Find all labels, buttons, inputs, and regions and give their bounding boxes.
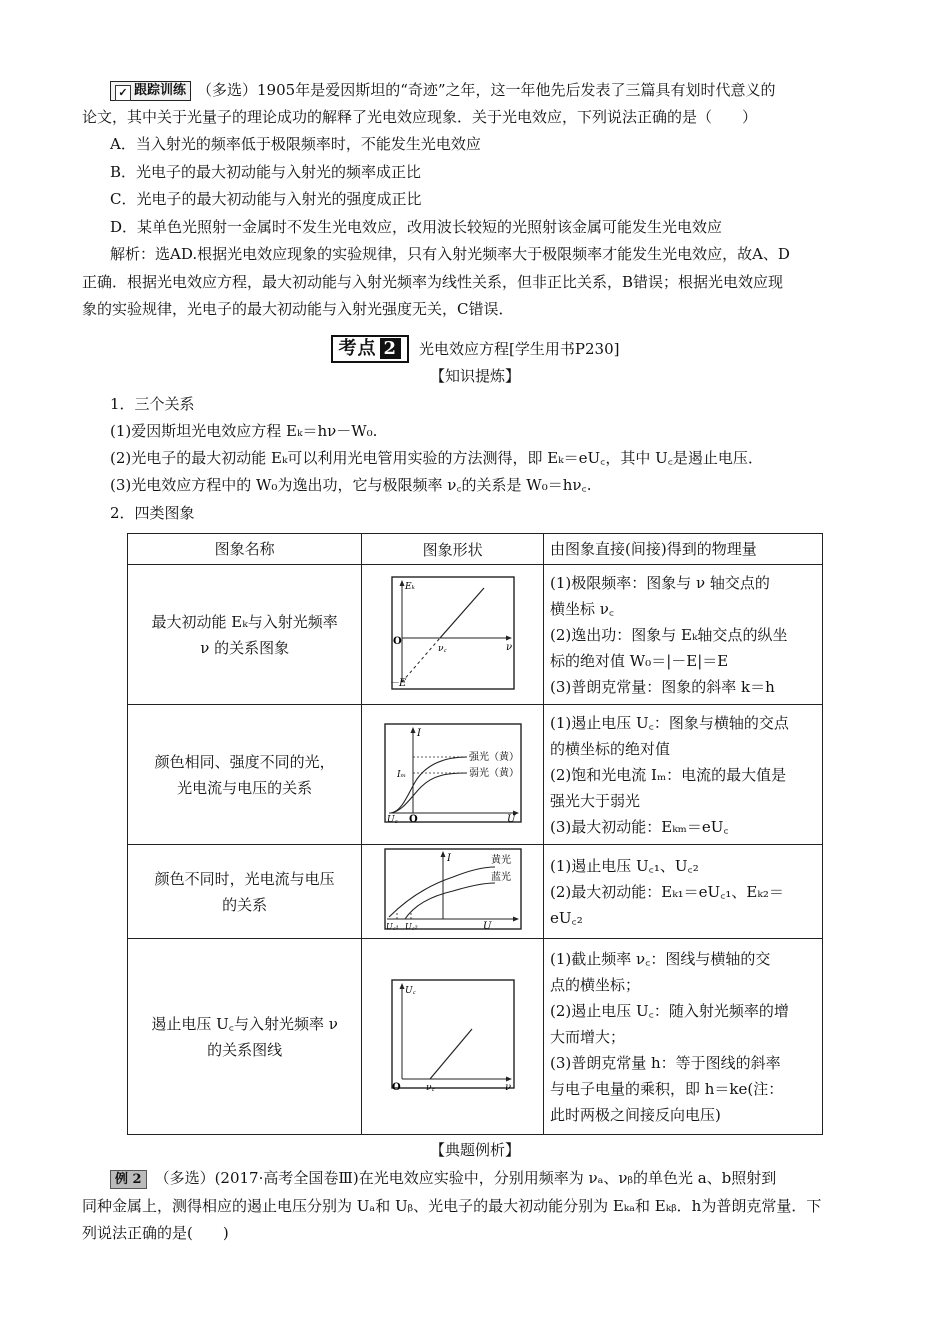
row2-graph xyxy=(362,705,544,845)
svg-text:弱光（黄）: 弱光（黄） xyxy=(468,767,519,779)
example-line-1: 例 2 （多选）(2017·高考全国卷Ⅲ)在光电效应实验中，分别用频率为 νₐ、νᵦ的单色光 a、b照射到 xyxy=(82,1167,776,1189)
row2-name: 颜色相同、强度不同的光， 光电流与电压的关系 xyxy=(128,705,362,845)
current-vs-voltage-color-graph xyxy=(383,847,523,933)
svg-text:－E: －E xyxy=(388,677,406,689)
row3-info: (1)遏止电压 U꜀₁、U꜀₂ (2)最大初动能：Eₖ₁＝eU꜀₁、Eₖ₂＝ eU꜀₂ xyxy=(544,845,823,939)
followup-badge: ✓ 跟踪训练 xyxy=(110,81,191,101)
row2-info: (1)遏止电压 U꜀：图象与横轴的交点 的横坐标的绝对值 (2)饱和光电流 Iₘ：电流的最大值是 强光大于弱光 (3)最大初动能：Eₖₘ＝eU꜀ xyxy=(544,705,823,845)
svg-text:强光（黄）: 强光（黄） xyxy=(468,751,519,763)
followup-line-1: ✓ 跟踪训练 （多选）1905年是爱因斯坦的“奇迹”之年，这一年他先后发表了三篇具有划时代意义的 xyxy=(82,79,776,101)
table-header-row xyxy=(128,534,823,565)
svg-text:U: U xyxy=(506,813,516,825)
svg-text:黄光: 黄光 xyxy=(490,854,511,866)
row3-graph xyxy=(362,845,544,939)
svg-text:O: O xyxy=(408,813,418,825)
section-heading xyxy=(0,335,950,363)
row3-name: 颜色不同时，光电流与电压 的关系 xyxy=(128,845,362,939)
knowledge-heading: 【知识提炼】 xyxy=(429,367,520,385)
check-icon: ✓ xyxy=(115,85,131,101)
current-vs-voltage-intensity-graph xyxy=(383,721,523,825)
relation-2: (2)光电子的最大初动能 Eₖ可以利用光电管用实验的方法测得，即 Eₖ＝eU꜀，其中 U꜀是遏止电压． xyxy=(110,449,763,467)
header-graph-shape: 图象形状 xyxy=(362,534,544,565)
relation-1: (1)爱因斯坦光电效应方程 Eₖ＝hν－W₀. xyxy=(110,422,378,440)
example-badge: 例 2 xyxy=(110,1170,147,1189)
option-c: C．光电子的最大初动能与入射光的强度成正比 xyxy=(110,190,422,208)
option-d: D．某单色光照射一金属时不发生光电效应，改用波长较短的光照射该金属可能发生光电效应 xyxy=(110,218,723,236)
section-badge: 考点 2 xyxy=(331,335,410,363)
item1-title: 1．三个关系 xyxy=(110,395,195,413)
svg-text:Iₘ: Iₘ xyxy=(396,769,406,780)
svg-text:O: O xyxy=(391,1081,401,1093)
table-row xyxy=(128,939,823,1135)
svg-text:ν: ν xyxy=(504,1081,511,1093)
uc-vs-frequency-graph xyxy=(388,977,518,1093)
analysis-line-3: 象的实验规律，光电子的最大初动能与入射光强度无关，C错误． xyxy=(82,300,514,318)
row4-graph xyxy=(362,939,544,1135)
row1-info: (1)极限频率：图象与 ν 轴交点的 横坐标 ν꜀ (2)逸出功：图象与 Eₖ轴交点的纵坐 标的绝对值 W₀＝|－E|＝E (3)普朗克常量：图象的斜率 k＝h xyxy=(544,565,823,705)
option-b: B．光电子的最大初动能与入射光的频率成正比 xyxy=(110,163,422,181)
svg-text:ν꜀: ν꜀ xyxy=(437,643,447,654)
table-row xyxy=(128,565,823,705)
ek-vs-frequency-graph xyxy=(388,574,518,692)
svg-text:蓝光: 蓝光 xyxy=(490,871,511,883)
row4-name: 遏止电压 U꜀与入射光频率 ν 的关系图线 xyxy=(128,939,362,1135)
header-graph-name: 图象名称 xyxy=(128,534,362,565)
svg-text:I: I xyxy=(416,727,421,739)
header-quantities: 由图象直接(间接)得到的物理量 xyxy=(544,534,823,565)
relation-3: (3)光电效应方程中的 W₀为逸出功，它与极限频率 ν꜀的关系是 W₀＝hν꜀. xyxy=(110,476,592,494)
row4-info: (1)截止频率 ν꜀：图线与横轴的交 点的横坐标； (2)遏止电压 U꜀：随入射光频率的增 大而增大； (3)普朗克常量 h：等于图线的斜率 与电子电量的乘积，即 h＝ke(注： 此时两极之间接反向电压) xyxy=(544,939,823,1135)
svg-text:U꜀₂: U꜀₂ xyxy=(404,921,418,931)
svg-text:O: O xyxy=(392,635,402,647)
svg-text:I: I xyxy=(446,852,451,864)
svg-text:U꜀₁: U꜀₁ xyxy=(385,921,399,931)
table-row xyxy=(128,705,823,845)
svg-text:ν꜀: ν꜀ xyxy=(425,1082,435,1093)
example-heading: 【典题例析】 xyxy=(429,1141,520,1159)
example-line-2: 同种金属上，测得相应的遏止电压分别为 Uₐ和 Uᵦ、光电子的最大初动能分别为 Eₖₐ和 Eₖᵦ．h为普朗克常量．下 xyxy=(82,1197,822,1215)
section-title: 光电效应方程[学生用书P230] xyxy=(419,340,620,358)
example-line-3: 列说法正确的是( ) xyxy=(82,1224,229,1242)
analysis-line-1: 解析：选AD.根据光电效应现象的实验规律，只有入射光频率大于极限频率才能发生光电效应，故A、D xyxy=(110,245,790,263)
item2-title: 2．四类图象 xyxy=(110,504,195,522)
svg-text:ν: ν xyxy=(505,641,512,653)
row1-graph xyxy=(362,565,544,705)
svg-text:U: U xyxy=(482,920,492,932)
svg-text:Eₖ: Eₖ xyxy=(404,581,415,592)
table-row xyxy=(128,845,823,939)
followup-line-2: 论文，其中关于光量子的理论成功的解释了光电效应现象．关于光电效应，下列说法正确的是（ ） xyxy=(82,108,758,126)
svg-text:U꜀: U꜀ xyxy=(404,985,416,996)
svg-text:U꜀: U꜀ xyxy=(386,814,398,825)
analysis-line-2: 正确．根据光电效应方程，最大初动能与入射光频率为线性关系，但非正比关系，B错误；根据光电效应现 xyxy=(82,273,784,291)
row1-name: 最大初动能 Eₖ与入射光频率 ν 的关系图象 xyxy=(128,565,362,705)
graph-types-table xyxy=(127,533,823,1135)
option-a: A．当入射光的频率低于极限频率时，不能发生光电效应 xyxy=(110,135,481,153)
